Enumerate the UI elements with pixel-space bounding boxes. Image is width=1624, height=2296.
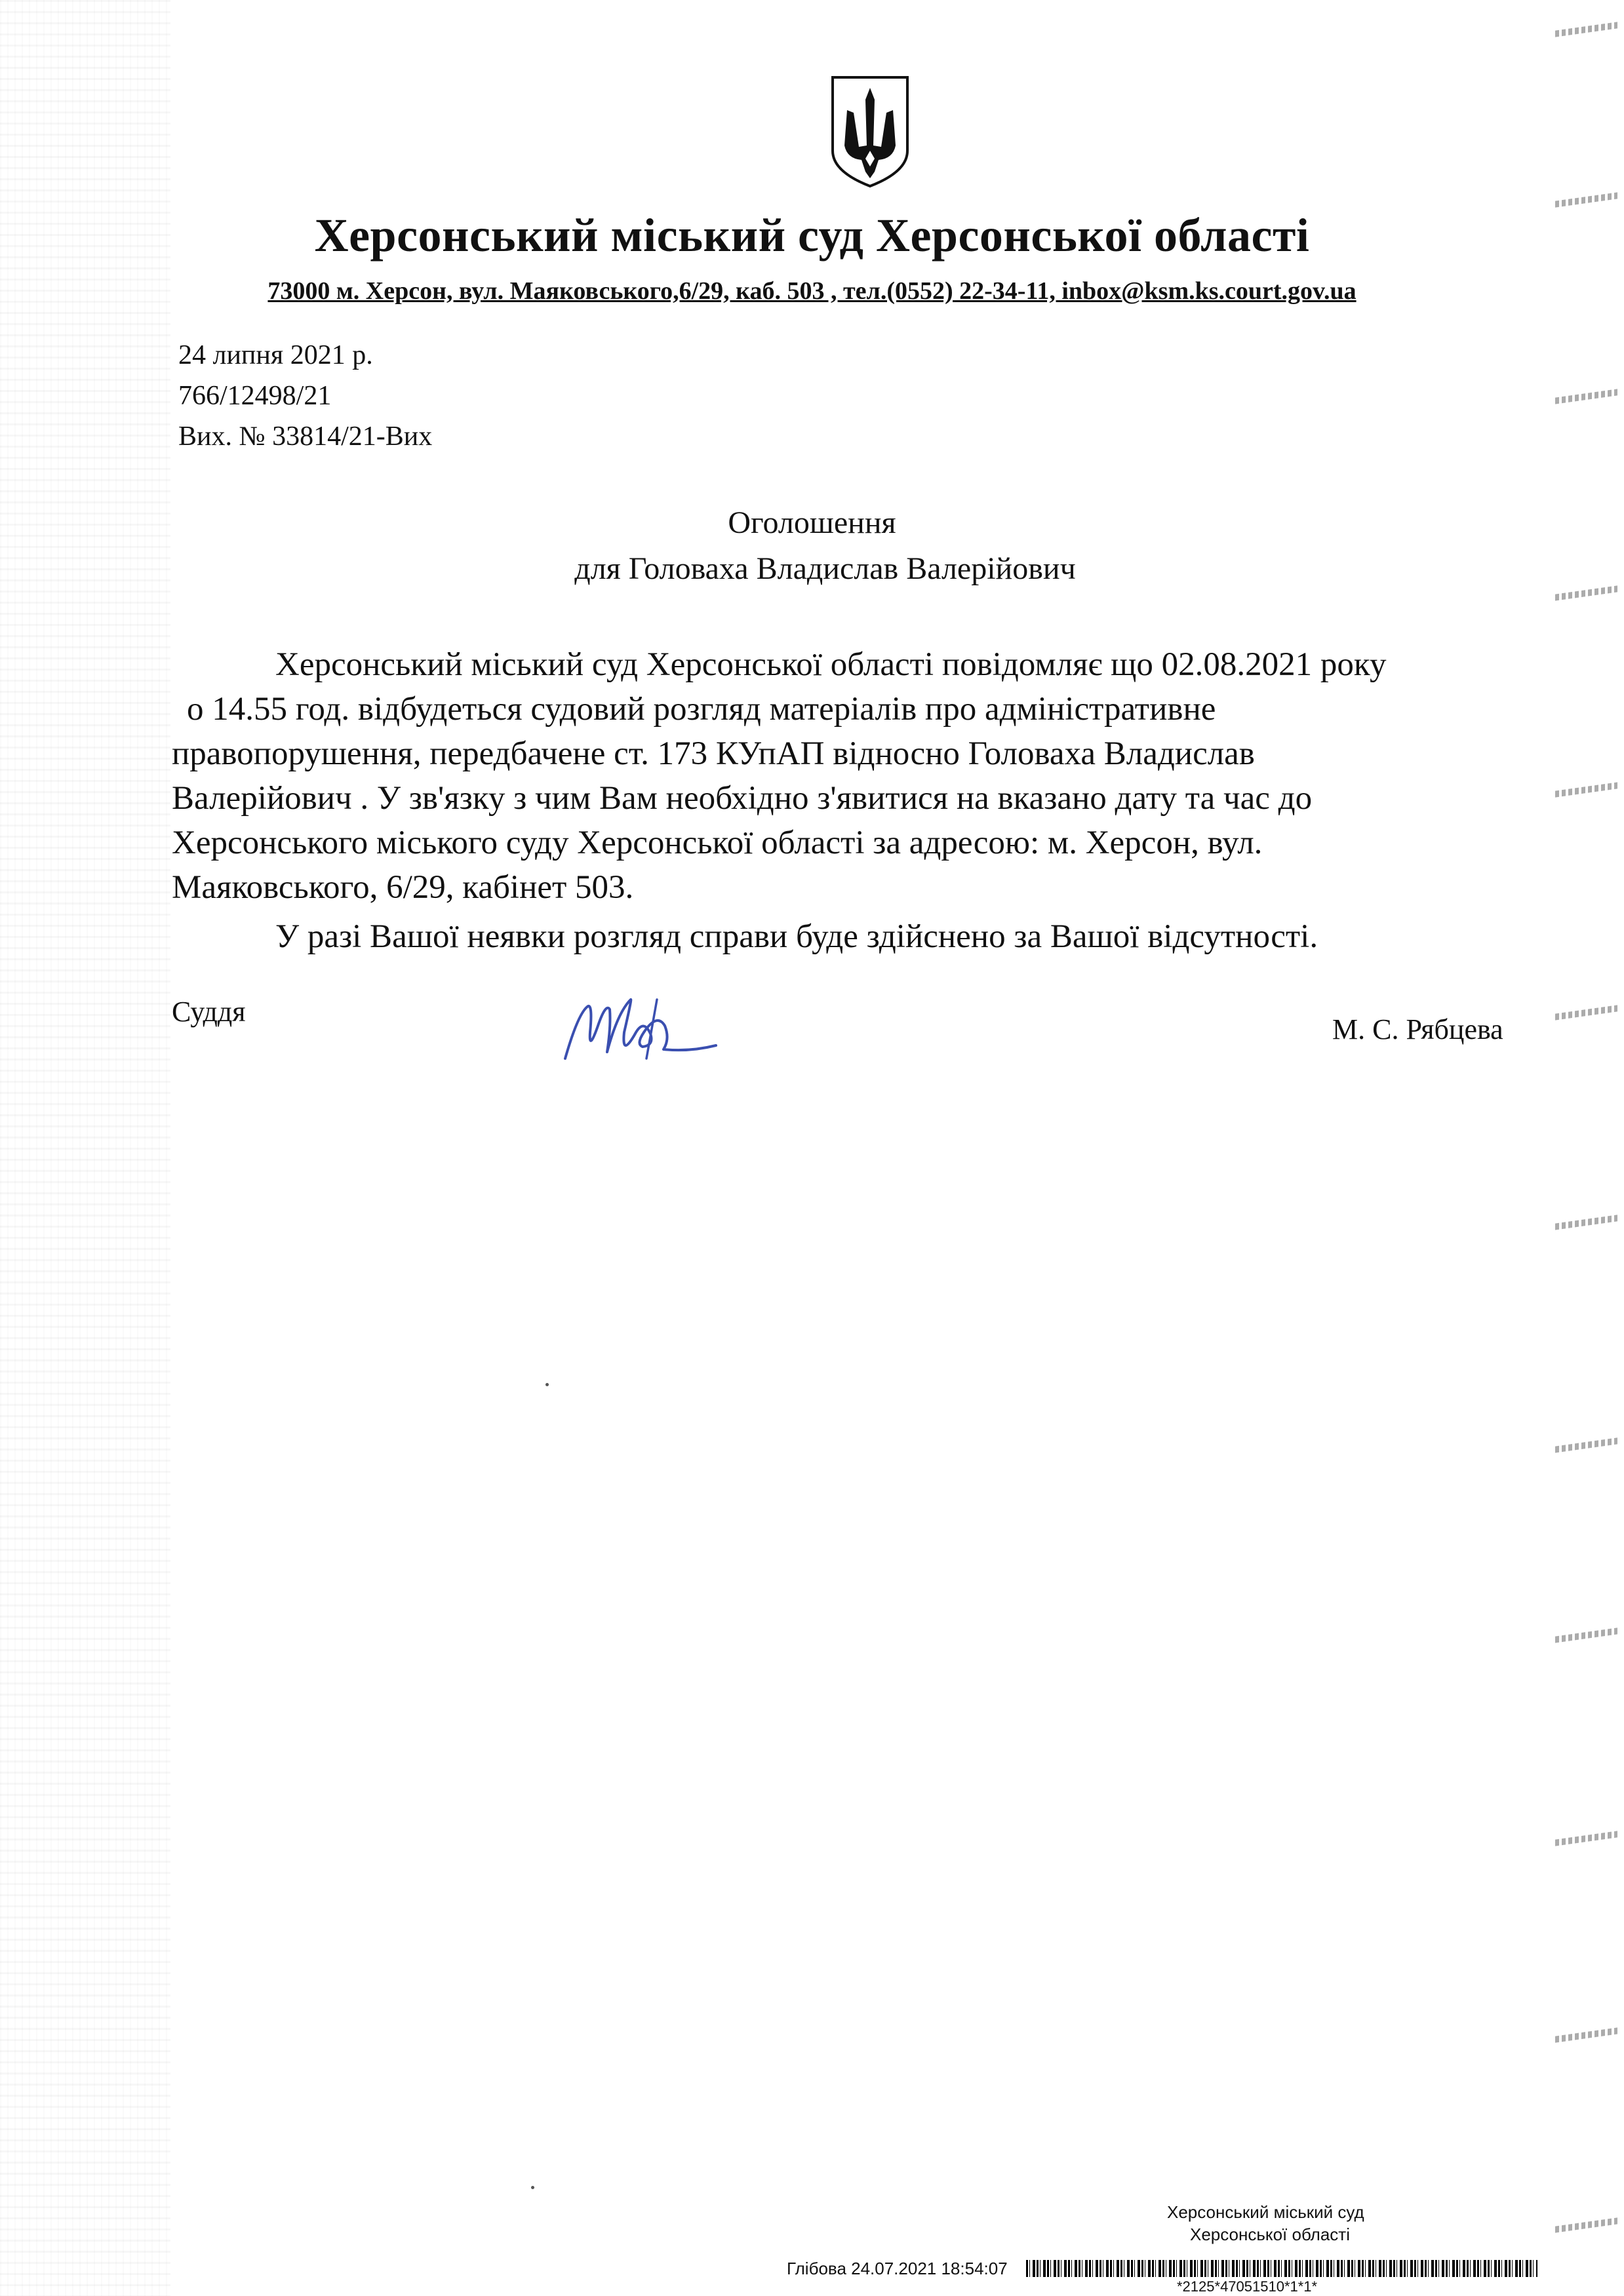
document-date: 24 липня 2021 р. (178, 340, 373, 370)
scan-speck (531, 2186, 534, 2189)
judge-name: М. С. Рябцева (1332, 1013, 1503, 1045)
barcode-text: *2125*47051510*1*1* (1177, 2278, 1318, 2295)
binding-marks (1532, 0, 1624, 2296)
stamp-court-line1: Херсонський міський суд (1167, 2202, 1364, 2222)
notice-line: Маяковського, 6/29, кабінет 503. (172, 869, 634, 906)
notice-title: Оголошення (728, 505, 896, 540)
judge-label: Суддя (172, 996, 246, 1028)
notice-line: о 14.55 год. відбудеться судовий розгляд матеріалів про адміністративне (187, 691, 1216, 728)
notice-line: Валерійович . У зв'язку з чим Вам необхідно з'явитися на вказано дату та час до (172, 780, 1313, 817)
notice-line: Херсонський міський суд Херсонської області повідомляє що 02.08.2021 року (275, 646, 1387, 683)
notice-line: Херсонського міського суду Херсонської області за адресою: м. Херсон, вул. (172, 825, 1263, 861)
notice-line: У разі Вашої неявки розгляд справи буде здійснено за Вашої відсутності. (275, 918, 1318, 955)
stamp-court-line2: Херсонської області (1190, 2225, 1350, 2244)
scan-edge-noise (0, 0, 170, 2296)
case-number: 766/12498/21 (178, 381, 332, 411)
court-name: Херсонський міський суд Херсонської області (314, 209, 1310, 262)
notice-recipient: для Головаха Владислав Валерійович (574, 551, 1076, 586)
court-address: 73000 м. Херсон, вул. Маяковського,6/29, каб. 503 , тел.(0552) 22-34-11, inbox@ksm.ks.court.gov.ua (267, 277, 1357, 305)
ukraine-trident-emblem-icon (827, 73, 913, 190)
notice-line: правопорушення, передбачене ст. 173 КУпАП відносно Головаха Владислав (172, 735, 1255, 772)
registration-barcode (1026, 2260, 1537, 2277)
scan-speck (545, 1383, 549, 1386)
stamp-registrar: Глібова 24.07.2021 18:54:07 (787, 2259, 1008, 2278)
outgoing-number: Вих. № 33814/21-Вих (178, 421, 433, 452)
handwritten-signature-icon (559, 986, 723, 1072)
